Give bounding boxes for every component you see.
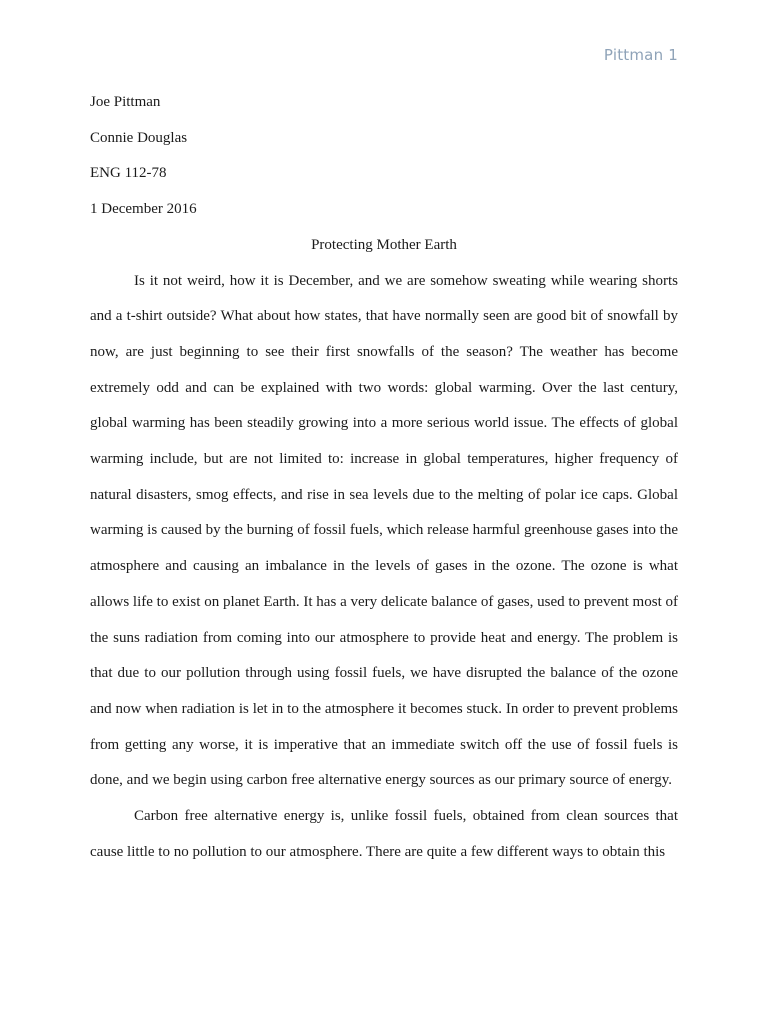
- essay-body: [90, 85, 678, 870]
- author-name: Joe Pittman: [90, 94, 161, 110]
- paragraph-2: Carbon free alternative energy is, unlike fossil fuels, obtained from clean sources that cause little to no pollution to our atmosphere. There are quite a few different ways to obtain this: [90, 808, 678, 860]
- paragraph-1: Is it not weird, how it is December, and we are somehow sweating while wearing shorts and a t-shirt outside? What about how states, that have normally seen are good bit of snowfall by now, are just beginning to see their first snowfalls of the season? The weather has become extremely odd and can be explained with two words: global warming. Over the last century, global warming has been steadily growing into a more serious world issue. The effects of global warming include, but are not limited to: increase in global temperatures, higher frequency of natural disasters, smog effects, and rise in sea levels due to the melting of polar ice caps. Global warming is caused by the burning of fossil fuels, which release harmful greenhouse gases into the atmosphere and causing an imbalance in the levels of gases in the ozone. The ozone is what allows life to exist on planet Earth. It has a very delicate balance of gases, used to prevent most of the suns radiation from coming into our atmosphere to provide heat and energy. The problem is that due to our pollution through using fossil fuels, we have disrupted the balance of the ozone and now when radiation is let in to the atmosphere it becomes stuck. In order to prevent problems from getting any worse, it is imperative that an immediate switch off the use of fossil fuels is done, and we begin using carbon free alternative energy sources as our primary source of energy.: [90, 272, 678, 789]
- instructor-name: Connie Douglas: [90, 129, 188, 146]
- running-head: Pittman 1: [603, 46, 678, 64]
- course-number: ENG 112-78: [90, 165, 167, 182]
- essay-date: 1 December 2016: [90, 201, 197, 218]
- essay-title: Protecting Mother Earth: [311, 236, 457, 253]
